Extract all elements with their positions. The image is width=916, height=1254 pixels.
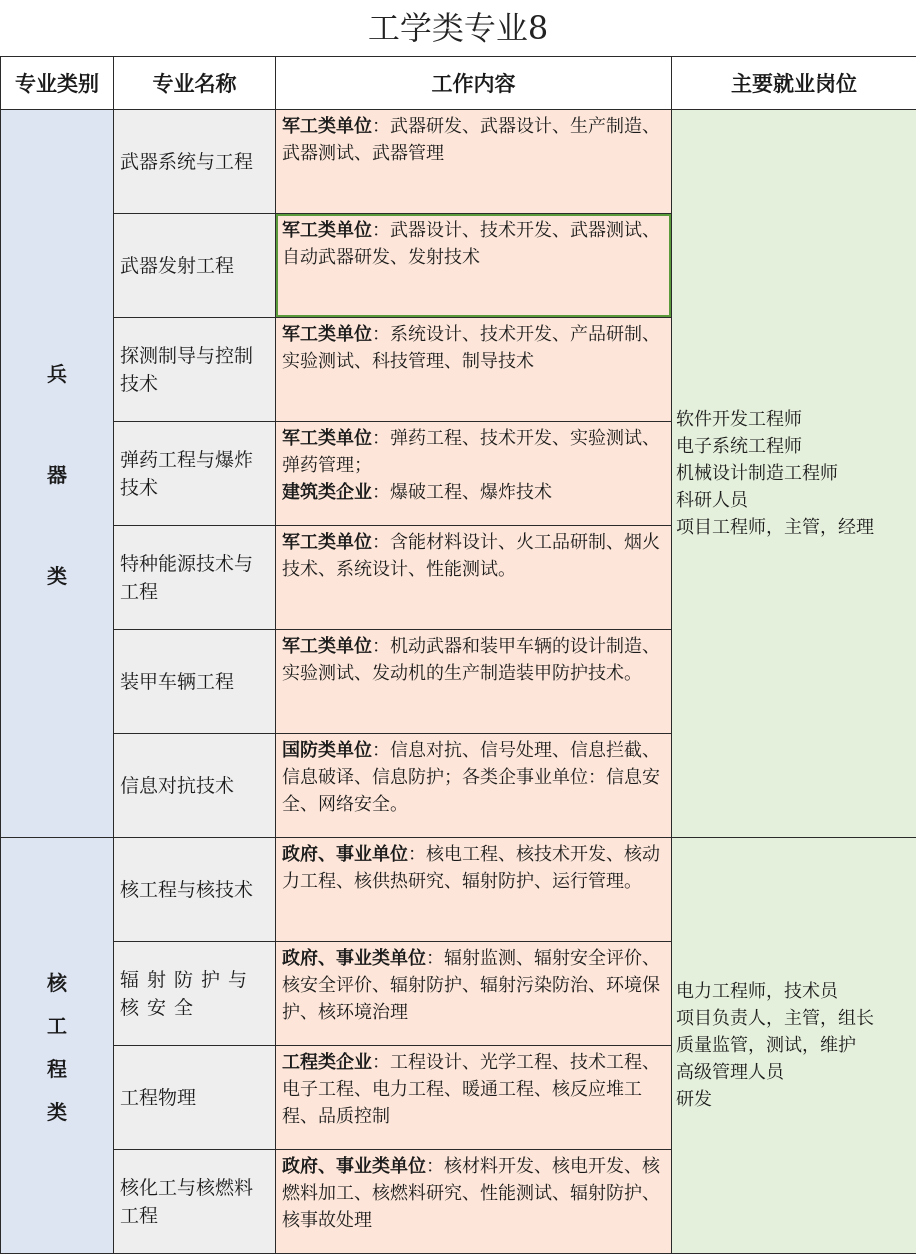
work-text: ：武器研发、武器设计、生产制造、武器测试、武器管理: [282, 116, 660, 164]
header-category: 专业类别: [1, 57, 114, 110]
job-item: 科研人员: [676, 487, 912, 514]
job-item: 质量监管，测试，维护: [676, 1032, 912, 1059]
category-cell-nuclear: [1, 838, 114, 1254]
work-text: ：工程设计、光学工程、技术工程、电子工程、电力工程、暖通工程、核反应堆工程、品质控制: [282, 1052, 660, 1127]
work-text: ：机动武器和装甲车辆的设计制造、实验测试、发动机的生产制造装甲防护技术。: [282, 636, 660, 684]
category-char: 类: [1, 560, 113, 589]
work-content: [276, 1150, 672, 1254]
job-item: 高级管理人员: [676, 1059, 912, 1086]
header-main-jobs: 主要就业岗位: [672, 57, 916, 110]
work-content: [276, 630, 672, 734]
work-content: [276, 942, 672, 1046]
jobs-cell-weapons: [672, 110, 916, 838]
employer-type: 政府、事业单位: [282, 844, 408, 865]
work-text: ：弹药工程、技术开发、实验测试、弹药管理；: [282, 428, 660, 476]
work-text: ：爆破工程、爆炸技术: [372, 482, 552, 503]
header-work-content: 工作内容: [276, 57, 672, 110]
category-char: 工: [1, 1010, 113, 1039]
employer-type: 军工类单位: [282, 532, 372, 553]
table-row: [1, 838, 916, 942]
category-char: 核: [1, 967, 113, 996]
major-name: 信息对抗技术: [114, 734, 276, 838]
major-name: 武器系统与工程: [114, 110, 276, 214]
work-content: [276, 110, 672, 214]
work-text: ：武器设计、技术开发、武器测试、自动武器研发、发射技术: [282, 220, 660, 268]
page-title: 工学类专业8: [0, 0, 916, 56]
major-name: 弹药工程与爆炸技术: [114, 422, 276, 526]
major-name: 武器发射工程: [114, 214, 276, 318]
employer-type: 军工类单位: [282, 220, 372, 241]
job-item: 研发: [676, 1086, 912, 1113]
employer-type: 军工类单位: [282, 636, 372, 657]
major-name: 探测制导与控制技术: [114, 318, 276, 422]
work-text: ：辐射监测、辐射安全评价、核安全评价、辐射防护、辐射污染防治、环境保护、核环境治理: [282, 948, 660, 1023]
category-char: 类: [1, 1096, 113, 1125]
work-content: [276, 526, 672, 630]
employer-type: 建筑类企业: [282, 482, 372, 503]
job-item: 电子系统工程师: [676, 433, 912, 460]
category-char: 兵: [1, 358, 113, 387]
job-item: 项目工程师，主管，经理: [676, 514, 912, 541]
job-item: 项目负责人，主管，组长: [676, 1005, 912, 1032]
work-text: ：系统设计、技术开发、产品研制、实验测试、科技管理、制导技术: [282, 324, 660, 372]
major-name: 工程物理: [114, 1046, 276, 1150]
employer-type: 工程类企业: [282, 1052, 372, 1073]
employer-type: 军工类单位: [282, 428, 372, 449]
employer-type: 国防类单位: [282, 740, 372, 761]
category-cell-weapons: [1, 110, 114, 838]
majors-table: [0, 56, 916, 1254]
work-text: ：含能材料设计、火工品研制、烟火技术、系统设计、性能测试。: [282, 532, 660, 580]
major-name: 特种能源技术与工程: [114, 526, 276, 630]
major-name: 核工程与核技术: [114, 838, 276, 942]
employer-type: 军工类单位: [282, 116, 372, 137]
major-name: 辐射防护与核安全: [114, 942, 276, 1046]
table-row: [1, 110, 916, 214]
table-header-row: [1, 57, 916, 110]
employer-type: 政府、事业类单位: [282, 1156, 426, 1177]
work-content: [276, 838, 672, 942]
employer-type: 军工类单位: [282, 324, 372, 345]
job-item: 软件开发工程师: [676, 406, 912, 433]
jobs-cell-nuclear: [672, 838, 916, 1254]
work-content: [276, 734, 672, 838]
work-content: [276, 1046, 672, 1150]
major-name: 装甲车辆工程: [114, 630, 276, 734]
work-text: ：核电工程、核技术开发、核动力工程、核供热研究、辐射防护、运行管理。: [282, 844, 660, 892]
category-char: 器: [1, 459, 113, 488]
job-item: 机械设计制造工程师: [676, 460, 912, 487]
header-major-name: 专业名称: [114, 57, 276, 110]
work-content: [276, 318, 672, 422]
job-item: 电力工程师，技术员: [676, 978, 912, 1005]
employer-type: 政府、事业类单位: [282, 948, 426, 969]
work-content-selected[interactable]: [276, 214, 672, 318]
work-text: ：信息对抗、信号处理、信息拦截、信息破译、信息防护；各类企事业单位：信息安全、网络安全。: [282, 740, 660, 815]
major-name: 核化工与核燃料工程: [114, 1150, 276, 1254]
category-char: 程: [1, 1053, 113, 1082]
work-content: [276, 422, 672, 526]
work-text: ：核材料开发、核电开发、核燃料加工、核燃料研究、性能测试、辐射防护、核事故处理: [282, 1156, 660, 1231]
